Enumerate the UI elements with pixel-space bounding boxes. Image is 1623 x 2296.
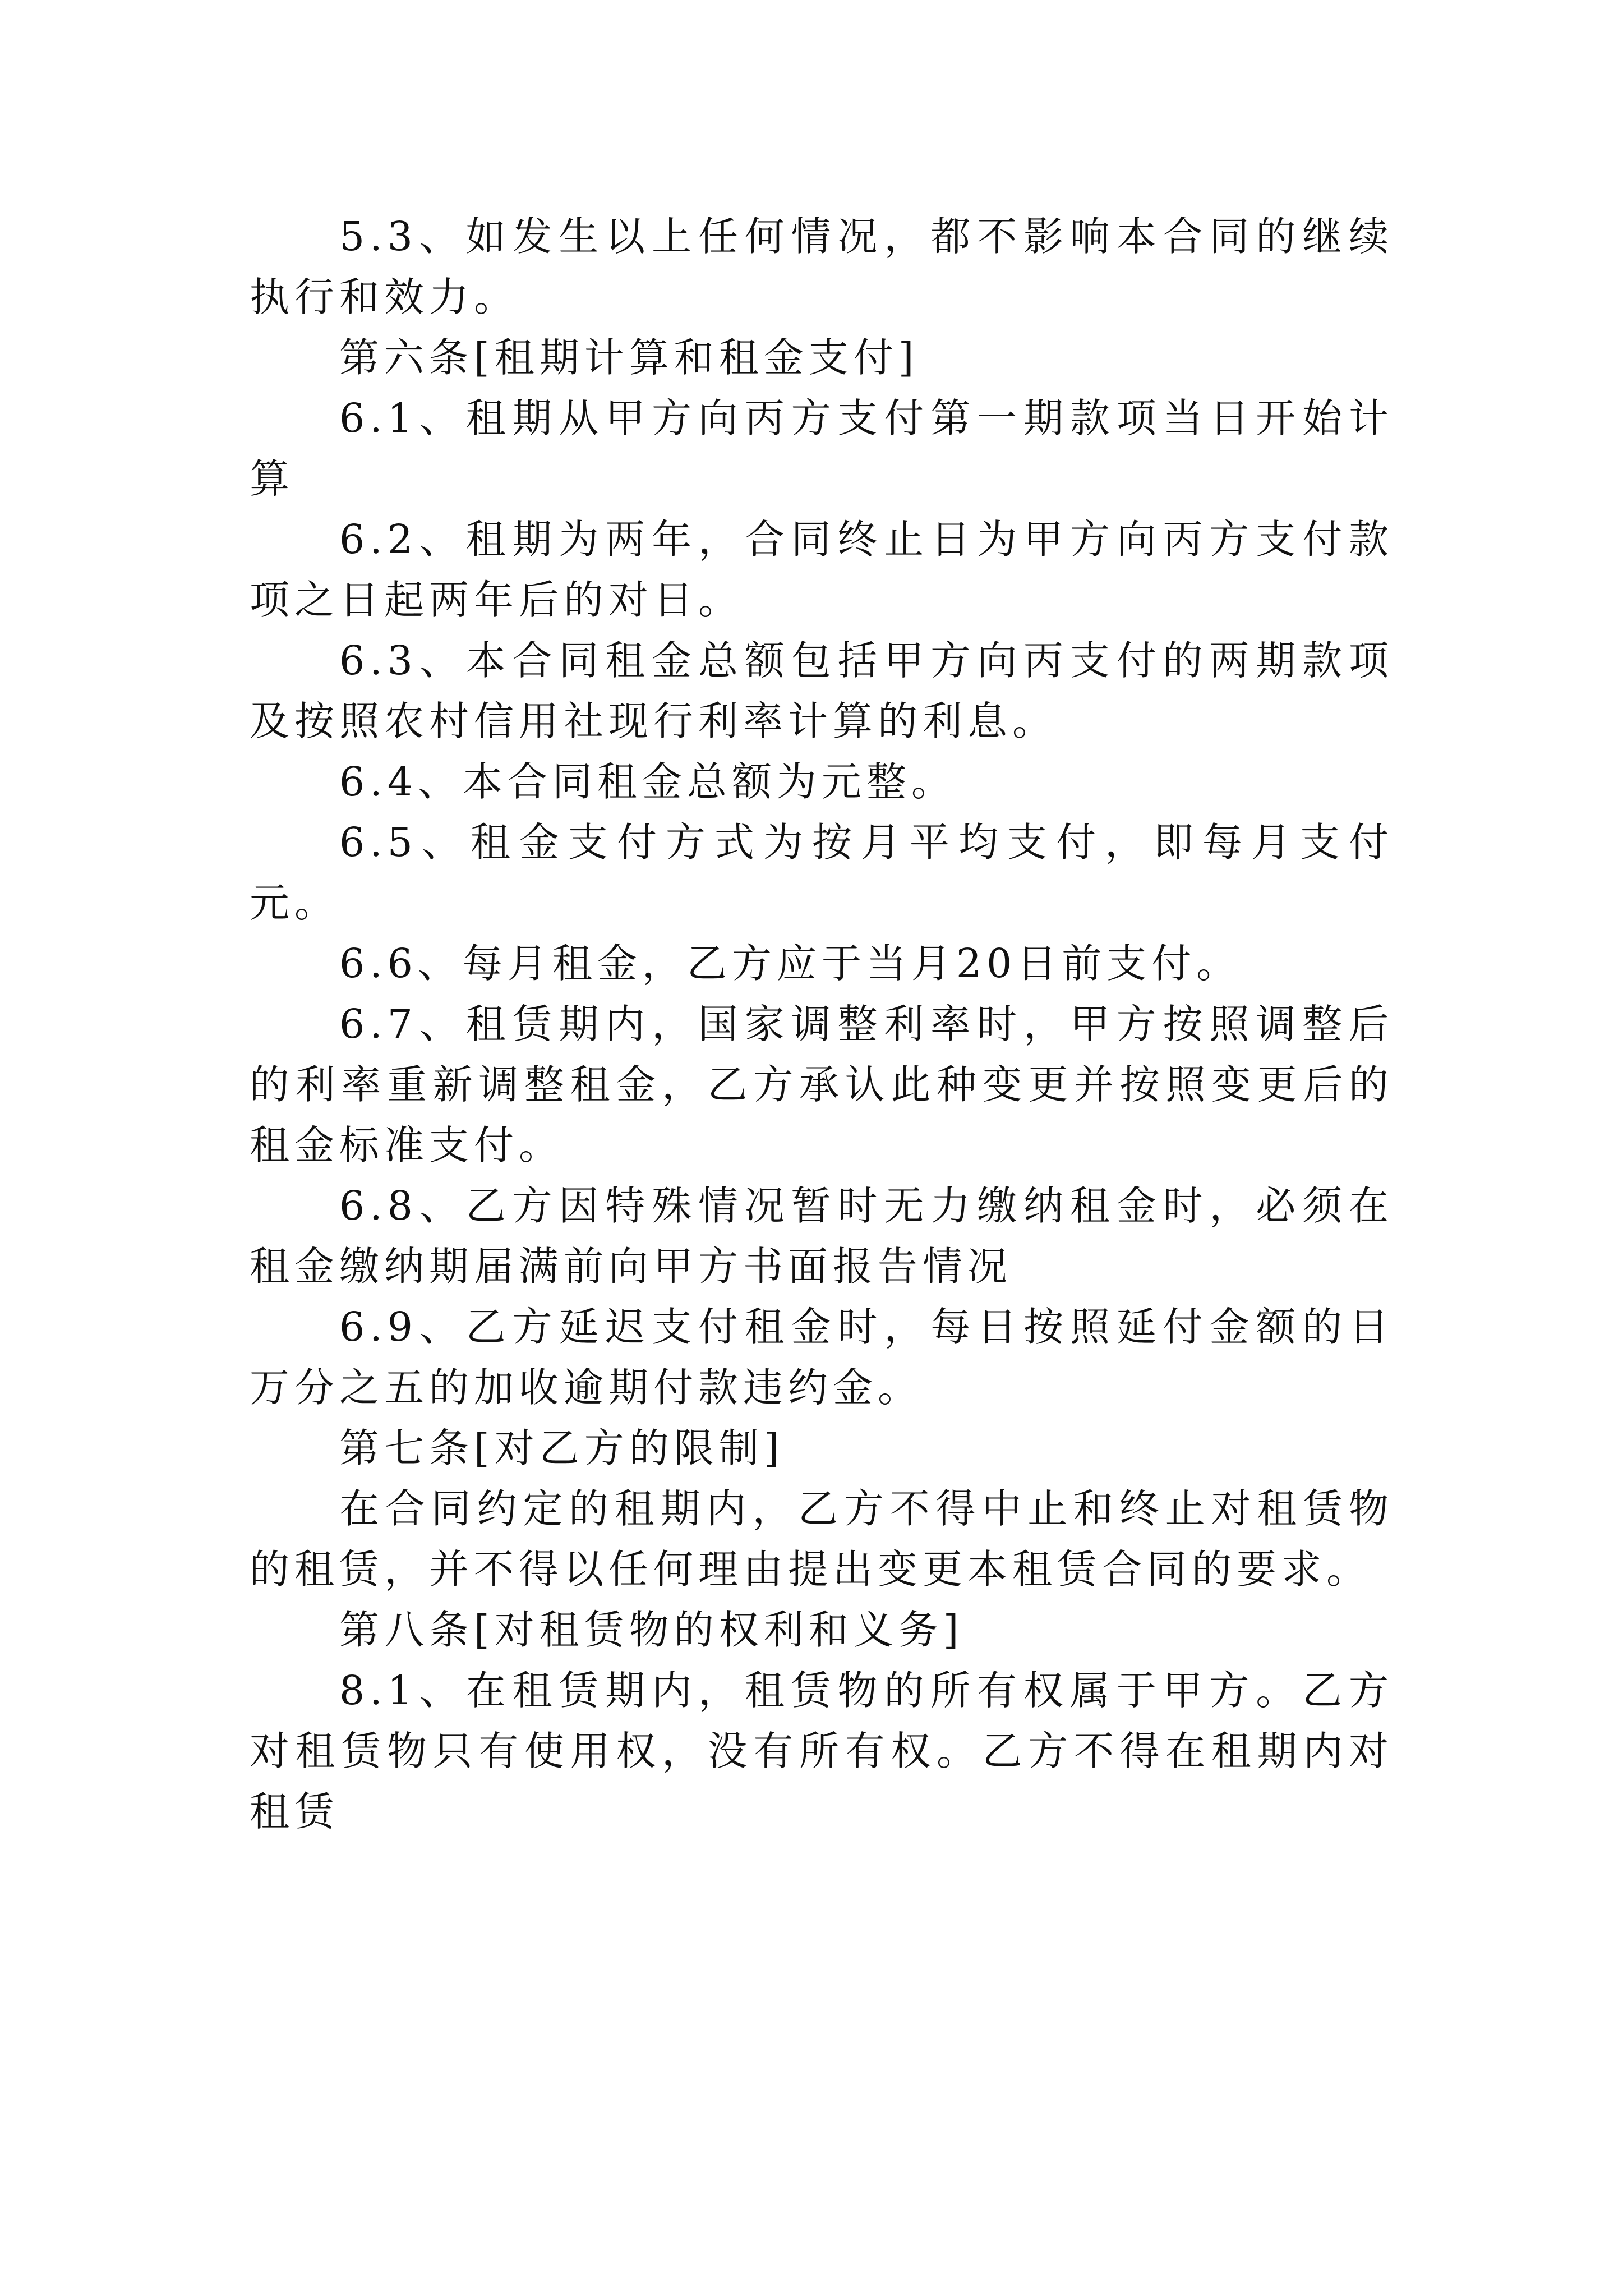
- paragraph-6-3: 6.3、本合同租金总额包括甲方向丙支付的两期款项及按照农村信用社现行利率计算的利息。: [250, 637, 1394, 744]
- article-8-heading: 第八条[对租赁物的权利和义务]: [339, 1607, 964, 1653]
- paragraph-6-2: 6.2、租期为两年，合同终止日为甲方向丙方支付款项之日起两年后的对日。: [250, 516, 1394, 623]
- paragraph-6-5: 6.5、租金支付方式为按月平均支付，即每月支付元。: [250, 819, 1394, 926]
- paragraph-6-8: 6.8、乙方因特殊情况暂时无力缴纳租金时，必须在租金缴纳期届满前向甲方书面报告情况: [250, 1182, 1394, 1290]
- document-body: [250, 206, 1394, 1842]
- article-7-body: 在合同约定的租期内，乙方不得中止和终止对租赁物的租赁，并不得以任何理由提出变更本租赁合同的要求。: [250, 1485, 1394, 1593]
- paragraph-5-3: 5.3、如发生以上任何情况，都不影响本合同的继续执行和效力。: [250, 213, 1394, 320]
- paragraph-6-1: 6.1、租期从甲方向丙方支付第一期款项当日开始计算: [250, 395, 1394, 502]
- paragraph-8-1: 8.1、在租赁期内，租赁物的所有权属于甲方。乙方对租赁物只有使用权，没有所有权。乙方不得在租期内对租赁: [250, 1667, 1394, 1835]
- paragraph-6-4: 6.4、本合同租金总额为元整。: [339, 758, 956, 805]
- article-7-heading: 第七条[对乙方的限制]: [339, 1425, 785, 1471]
- article-6-heading: 第六条[租期计算和租金支付]: [339, 334, 919, 381]
- paragraph-6-6: 6.6、每月租金，乙方应于当月20日前支付。: [339, 940, 1242, 987]
- paragraph-6-9: 6.9、乙方延迟支付租金时，每日按照延付金额的日万分之五的加收逾期付款违约金。: [250, 1304, 1394, 1411]
- paragraph-6-7: 6.7、租赁期内，国家调整利率时，甲方按照调整后的利率重新调整租金，乙方承认此种变更并按照变更后的租金标准支付。: [250, 1001, 1394, 1168]
